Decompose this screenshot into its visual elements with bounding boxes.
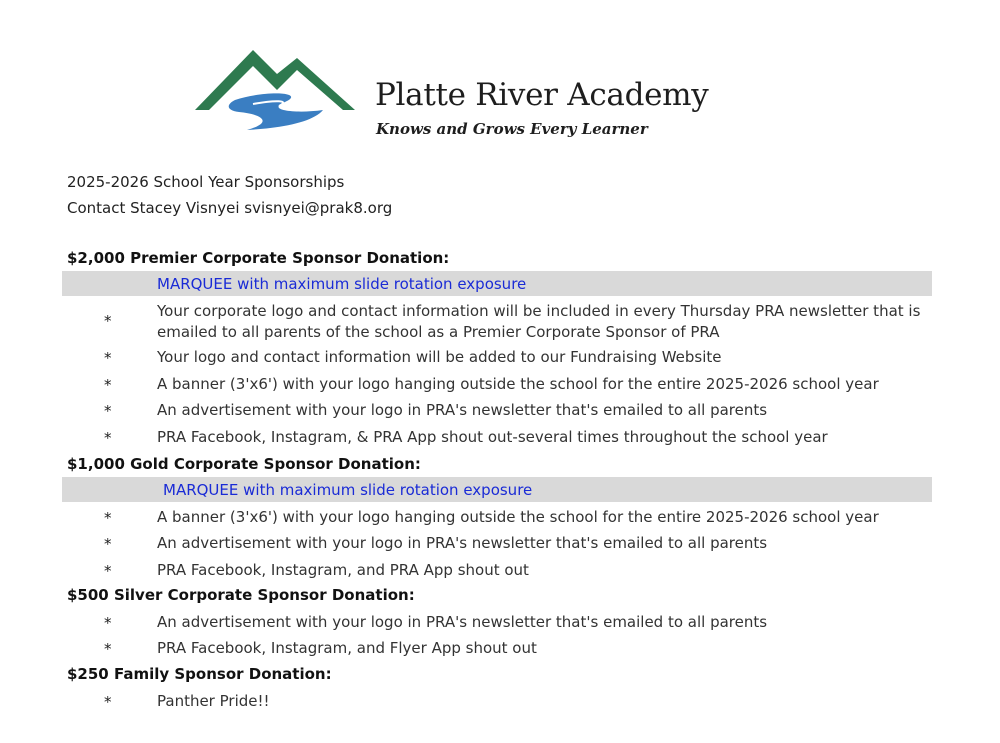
tier-title-silver: $500 Silver Corporate Sponsor Donation:: [67, 586, 415, 604]
bullet-icon: *: [104, 376, 112, 394]
list-item: PRA Facebook, Instagram, & PRA App shout out-several times throughout the school year: [157, 428, 828, 446]
marquee-text: MARQUEE with maximum slide rotation exposure: [163, 481, 533, 499]
tier-title-family: $250 Family Sponsor Donation:: [67, 665, 332, 683]
mountain-river-icon: [195, 38, 375, 148]
tier-title-gold: $1,000 Gold Corporate Sponsor Donation:: [67, 455, 421, 473]
bullet-icon: *: [104, 614, 112, 632]
bullet-icon: *: [104, 349, 112, 367]
bullet-icon: *: [104, 509, 112, 527]
bullet-icon: *: [104, 429, 112, 447]
marquee-text: MARQUEE with maximum slide rotation exposure: [157, 275, 527, 293]
list-item: A banner (3'x6') with your logo hanging outside the school for the entire 2025-2026 school year: [157, 508, 879, 526]
list-item: PRA Facebook, Instagram, and Flyer App shout out: [157, 639, 537, 657]
tier-title-premier: $2,000 Premier Corporate Sponsor Donation:: [67, 249, 450, 267]
bullet-icon: *: [104, 402, 112, 420]
logo-tagline: Knows and Grows Every Learner: [376, 120, 648, 138]
school-logo: [195, 38, 725, 148]
list-item: Your logo and contact information will be added to our Fundraising Website: [157, 348, 722, 366]
logo-wordmark: Platte River Academy: [375, 77, 709, 113]
page-title: 2025-2026 School Year Sponsorships: [67, 173, 345, 191]
bullet-icon: *: [104, 693, 112, 711]
bullet-icon: *: [104, 535, 112, 553]
list-item: An advertisement with your logo in PRA's newsletter that's emailed to all parents: [157, 613, 768, 631]
list-item: PRA Facebook, Instagram, and PRA App shout out: [157, 561, 529, 579]
list-item: An advertisement with your logo in PRA's newsletter that's emailed to all parents: [157, 534, 768, 552]
list-item: Your corporate logo and contact information will be included in every Thursday PRA newsletter that is emailed to all parents of the school as a Premier Corporate Sponsor of PRA: [157, 302, 921, 341]
list-item: Panther Pride!!: [157, 692, 270, 710]
list-item: An advertisement with your logo in PRA's newsletter that's emailed to all parents: [157, 401, 768, 419]
bullet-icon: *: [104, 312, 112, 330]
bullet-icon: *: [104, 640, 112, 658]
marquee-band-premier: [62, 271, 932, 296]
contact-line: Contact Stacey Visnyei svisnyei@prak8.org: [67, 199, 393, 217]
marquee-band-gold: [62, 477, 932, 502]
list-item: A banner (3'x6') with your logo hanging outside the school for the entire 2025-2026 school year: [157, 375, 879, 393]
bullet-icon: *: [104, 562, 112, 580]
